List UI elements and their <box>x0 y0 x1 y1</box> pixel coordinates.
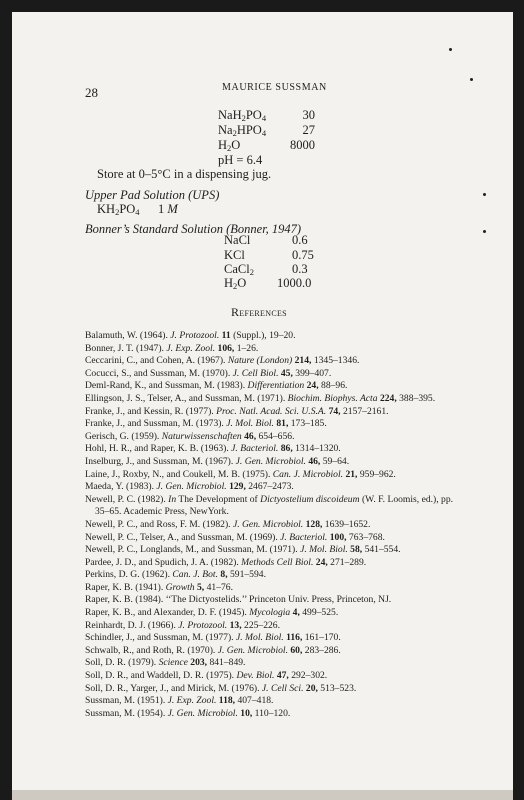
reference-journal: Nature (London) <box>227 355 293 367</box>
reference-journal: Methods Cell Biol. <box>241 556 314 568</box>
reference-text: Newell, P. C., Telser, A., and Sussman, M. (1969). <box>85 531 281 543</box>
reference-journal: J. Bacteriol. <box>231 443 279 455</box>
bonner-heading: Bonner’s Standard Solution (Bonner, 1947) <box>85 222 302 236</box>
reference-entry <box>85 469 453 482</box>
reference-journal: Naturwissenschaften <box>161 430 242 442</box>
reference-text: 399–407. <box>292 367 332 379</box>
reference-volume: 100, <box>329 531 347 543</box>
reference-volume: 224, <box>379 392 397 404</box>
reference-volume: 11 <box>221 330 231 341</box>
reference-entry <box>85 330 453 343</box>
reference-volume: 81, <box>276 418 289 430</box>
reference-text: Inselburg, J., and Sussman, M. (1967). <box>85 455 236 467</box>
reference-text: 407–418. <box>235 695 274 707</box>
ups-compound: $KH_2PO_4$ <box>97 202 140 217</box>
reference-text: 513–523. <box>317 682 357 694</box>
reference-text: 59–64. <box>320 455 350 467</box>
reference-text: Schindler, J., and Sussman, M. (1977). <box>85 632 236 644</box>
reference-volume: 8, <box>220 569 228 581</box>
reference-journal: J. Gen. Microbiol. <box>235 455 306 467</box>
reference-volume: 5, <box>197 581 205 593</box>
reference-entry <box>85 645 453 658</box>
reference-text: 292–302. <box>288 670 328 682</box>
reference-text: 959–962. <box>357 468 396 480</box>
reference-journal: Can. J. Microbiol. <box>272 468 344 480</box>
reference-journal: Differentiation <box>247 380 305 392</box>
bonner-row-3-name: CaCl$_2$ <box>224 262 254 277</box>
reference-journal: J. Gen. Microbiol. <box>156 481 227 493</box>
reference-entry <box>85 708 453 721</box>
reference-text: Newell, P. C., and Ross, F. M. (1982). <box>85 518 233 530</box>
reference-journal: Can. J. Bot. <box>172 569 218 581</box>
reference-volume: 128, <box>305 518 323 530</box>
reference-text: 173–185. <box>288 418 327 430</box>
reference-volume: 4, <box>292 607 300 619</box>
reference-journal: Biochim. Biophys. Acta <box>287 392 378 404</box>
reference-journal: J. Mol. Biol. <box>235 632 284 644</box>
reference-entry <box>85 620 453 633</box>
reference-entry <box>85 582 453 595</box>
bonner-row-1-name: NaCl <box>224 233 251 247</box>
reference-text: Hohl, H. R., and Raper, K. B. (1963). <box>85 443 232 455</box>
reference-entry <box>85 431 453 444</box>
reference-journal: J. Bacteriol. <box>280 531 328 543</box>
storage-note: Store at 0–5°C in a dispensing jug. <box>97 167 272 181</box>
reference-text: 88–96. <box>318 380 348 392</box>
reference-entry <box>85 443 453 456</box>
reference-text: Reinhardt, D. J. (1966). <box>85 619 179 631</box>
reference-text: 283–286. <box>302 644 341 656</box>
reference-entry <box>85 456 453 469</box>
reference-text: Sussman, M. (1951). <box>85 695 168 707</box>
bonner-row-3-value: 0.3 <box>292 262 308 276</box>
reference-volume: 46, <box>244 430 257 442</box>
reference-journal: Science <box>158 657 188 669</box>
reference-journal: Growth <box>165 581 195 593</box>
reference-text: Ceccarini, C., and Cohen, A. (1967). <box>85 355 228 367</box>
reference-volume: 86, <box>280 443 293 455</box>
reference-volume: 47, <box>276 670 289 682</box>
reference-entry <box>85 607 453 620</box>
reference-journal: J. Mol. Biol. <box>226 418 274 430</box>
reference-entry <box>85 594 453 607</box>
reference-journal: In <box>168 493 177 505</box>
ups-concentration: 1 M <box>158 202 178 216</box>
reference-journal: J. Exp. Zool. <box>166 342 216 354</box>
reference-entry <box>85 506 453 519</box>
reference-text: 654–656. <box>256 430 295 442</box>
reference-volume: 60, <box>290 644 303 656</box>
reference-journal: J. Cell Biol. <box>232 367 279 379</box>
reference-text: 35–65. Academic Press, NewYork. <box>95 506 229 518</box>
reference-journal: J. Gen. Microbiol. <box>167 707 238 719</box>
reference-text: 1314–1320. <box>292 443 341 455</box>
reference-entry <box>85 683 453 696</box>
buffer-row-2-value: 27 <box>302 123 315 137</box>
speck-mark <box>449 48 452 51</box>
reference-entry <box>85 632 453 645</box>
reference-journal: Mycologia <box>249 607 291 619</box>
bonner-row-2-value: 0.75 <box>292 248 314 262</box>
reference-journal: J. Protozool. <box>178 619 228 631</box>
reference-text: (W. F. Loomis, ed.), pp. <box>359 493 454 505</box>
buffer-row-3-value: 8000 <box>290 138 315 152</box>
reference-text: Raper, K. B., and Alexander, D. F. (1945). <box>85 607 250 619</box>
reference-journal: J. Exp. Zool. <box>167 695 217 707</box>
reference-text: Maeda, Y. (1983). <box>85 481 157 493</box>
reference-volume: 129, <box>229 481 246 493</box>
reference-journal: J. Gen. Microbiol. <box>232 518 304 530</box>
reference-entry <box>85 406 453 419</box>
reference-journal: J. Cell Sci. <box>261 682 304 694</box>
reference-text: Franke, J., and Kessin, R. (1977). <box>85 405 217 417</box>
page-number: 28 <box>85 85 98 100</box>
reference-text: Balamuth, W. (1964). <box>85 330 171 341</box>
reference-text: Soll, D. R. (1979). <box>85 657 159 669</box>
reference-text: 271–289. <box>327 556 367 568</box>
reference-entry <box>85 519 453 532</box>
reference-volume: 45, <box>280 367 293 379</box>
reference-text: 161–170. <box>302 632 341 644</box>
references-list <box>85 330 453 720</box>
reference-volume: 20, <box>305 682 318 694</box>
reference-text: Newell, P. C. (1982). <box>85 493 169 505</box>
reference-volume: 214, <box>294 355 312 367</box>
reference-volume: 24, <box>306 380 319 392</box>
reference-text: 41–76. <box>204 581 233 593</box>
reference-text: The Development of <box>176 493 261 505</box>
reference-entry <box>85 569 453 582</box>
reference-text: Laine, J., Roxby, N., and Coukell, M. B. (1975). <box>85 468 273 480</box>
buffer-ph: pH = 6.4 <box>218 153 263 167</box>
reference-entry <box>85 355 453 368</box>
reference-text: Raper, K. B. (1984). ‘‘The Dictyostelids.’’ Princeton Univ. Press, Princeton, NJ. <box>85 594 392 606</box>
reference-text: Sussman, M. (1954). <box>85 707 168 719</box>
reference-text: (Suppl.), 19–20. <box>230 330 296 341</box>
reference-entry <box>85 557 453 570</box>
reference-text: 110–120. <box>252 707 291 719</box>
reference-text: Cocucci, S., and Sussman, M. (1970). <box>85 367 233 379</box>
reference-text: 499–525. <box>299 607 339 619</box>
reference-text: Perkins, D. G. (1962). <box>85 569 173 581</box>
reference-volume: 13, <box>229 619 242 631</box>
reference-entry <box>85 670 453 683</box>
bonner-row-2-name: KCl <box>224 248 245 262</box>
reference-entry <box>85 544 453 557</box>
reference-volume: 10, <box>240 707 253 719</box>
reference-volume: 106, <box>217 342 235 354</box>
bonner-row-4-value: 1000.0 <box>277 276 312 290</box>
speck-mark <box>470 78 473 81</box>
reference-volume: 24, <box>315 556 328 568</box>
reference-text: 388–395. <box>396 392 436 404</box>
reference-volume: 46, <box>308 455 321 467</box>
reference-entry <box>85 657 453 670</box>
reference-volume: 58, <box>350 544 363 556</box>
reference-entry <box>85 418 453 431</box>
reference-text: Gerisch, G. (1959). <box>85 430 162 442</box>
reference-text: 1345–1346. <box>311 355 360 367</box>
buffer-row-1-name: $NaH_2PO_4$ <box>218 108 267 123</box>
references-heading: References <box>231 305 287 319</box>
buffer-row-2-name: $Na_2HPO_4$ <box>218 123 267 138</box>
reference-journal: Proc. Natl. Acad. Sci. U.S.A. <box>216 405 327 417</box>
reference-journal: J. Protozool. <box>170 330 220 341</box>
reference-entry <box>85 343 453 356</box>
reference-text: Ellingson, J. S., Telser, A., and Sussman, M. (1971). <box>85 392 288 404</box>
reference-text: Bonner, J. T. (1947). <box>85 342 167 354</box>
reference-text: 1639–1652. <box>322 518 371 530</box>
reference-text: 1–26. <box>234 342 259 354</box>
reference-text: 591–594. <box>227 569 266 581</box>
buffer-row-1-value: 30 <box>302 108 315 122</box>
reference-journal: J. Mol. Biol. <box>300 544 348 556</box>
reference-journal: J. Gen. Microbiol. <box>217 644 288 656</box>
buffer-row-3-name: $H_2O$ <box>218 138 241 153</box>
page-edge <box>12 790 513 800</box>
reference-entry <box>85 532 453 545</box>
reference-entry <box>85 368 453 381</box>
reference-text: 541–554. <box>362 544 401 556</box>
reference-entry <box>85 393 453 406</box>
reference-entry <box>85 695 453 708</box>
reference-text: Deml-Rand, K., and Sussman, M. (1983). <box>85 380 248 392</box>
reference-text: Soll, D. R., and Waddell, D. R. (1975). <box>85 670 237 682</box>
running-title: MAURICE SUSSMAN <box>222 82 327 93</box>
reference-text: 2467–2473. <box>245 481 294 493</box>
reference-volume: 203, <box>190 657 208 669</box>
reference-text: Pardee, J. D., and Spudich, J. A. (1982). <box>85 556 242 568</box>
reference-text: Schwalb, R., and Roth, R. (1970). <box>85 644 218 656</box>
reference-text: Franke, J., and Sussman, M. (1973). <box>85 418 227 430</box>
reference-entry <box>85 494 453 507</box>
reference-text: 763–768. <box>346 531 385 543</box>
reference-entry <box>85 481 453 494</box>
reference-text: Soll, D. R., Yarger, J., and Mirick, M. (1976). <box>85 682 262 694</box>
reference-volume: 21, <box>345 468 358 480</box>
reference-volume: 116, <box>286 632 303 644</box>
reference-journal: Dev. Biol. <box>236 670 275 682</box>
reference-volume: 118, <box>218 695 236 707</box>
ups-heading: Upper Pad Solution (UPS) <box>85 188 220 202</box>
reference-volume: 74, <box>328 405 341 417</box>
reference-text: Raper, K. B. (1941). <box>85 581 166 593</box>
reference-entry <box>85 380 453 393</box>
reference-text: 841–849. <box>207 657 246 669</box>
reference-text: 225–226. <box>241 619 280 631</box>
speck-mark <box>483 193 486 196</box>
reference-journal: Dictyostelium discoideum <box>260 493 360 505</box>
bonner-row-4-name: $H_2O$ <box>224 276 247 291</box>
reference-text: Newell, P. C., Longlands, M., and Sussman, M. (1971). <box>85 544 301 556</box>
reference-text: 2157–2161. <box>340 405 389 417</box>
speck-mark <box>483 230 486 233</box>
bonner-row-1-value: 0.6 <box>292 233 308 247</box>
